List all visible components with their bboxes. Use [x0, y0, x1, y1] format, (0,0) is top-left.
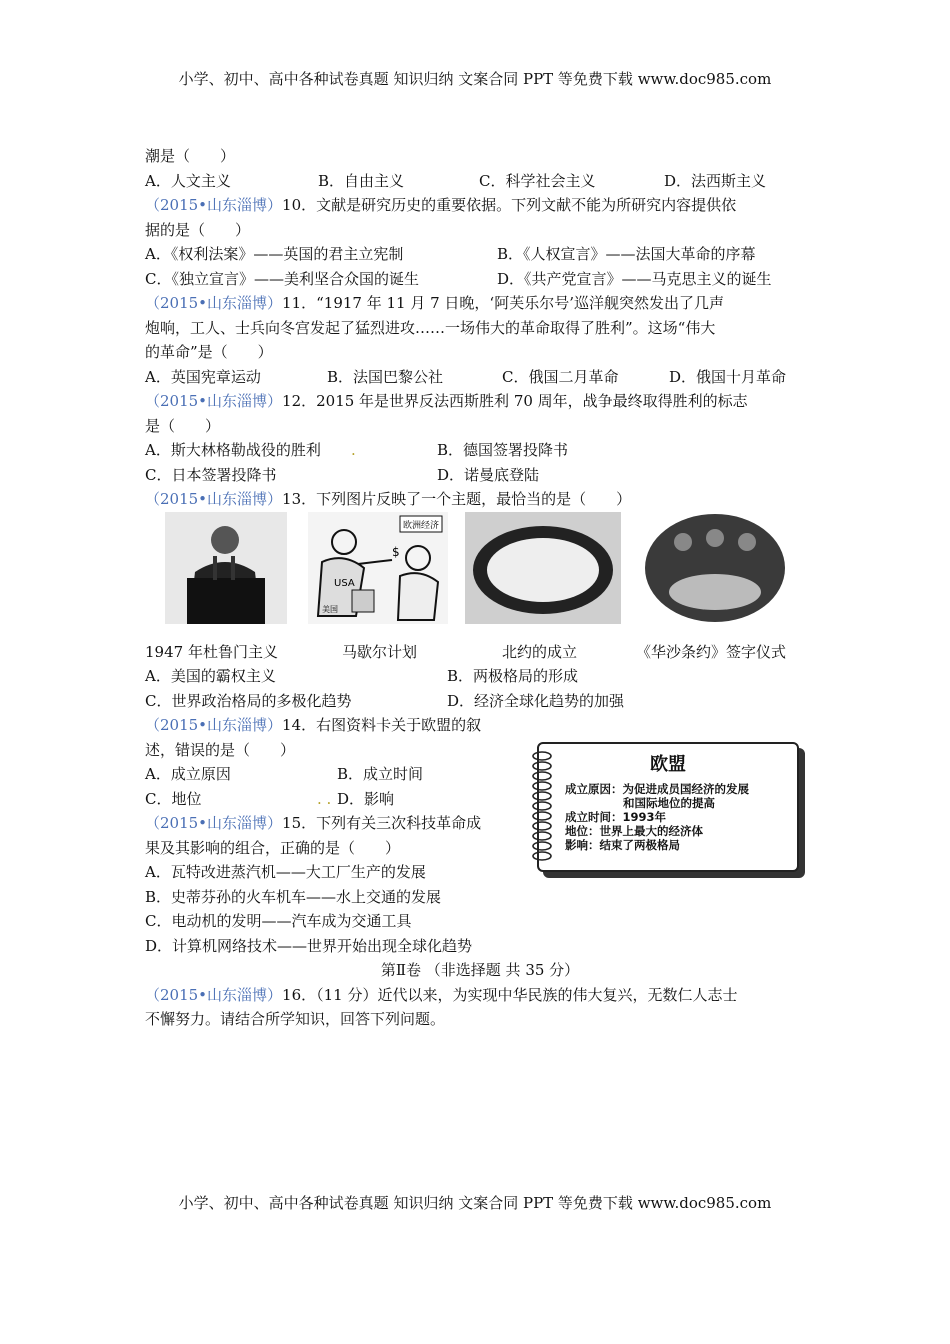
q12-option-c: C．日本签署投降书 [145, 465, 277, 484]
q14-stem [145, 713, 815, 738]
q14-line2: 述，错误的是（ ） [145, 740, 296, 759]
q10-option-d: D．《共产党宣言》——马克思主义的诞生 [497, 269, 772, 288]
q12-option-d: D．诺曼底登陆 [437, 465, 540, 484]
q15-tag: （2015•山东淄博） [145, 814, 283, 832]
eu-card-row-reason: 成立原因：为促进成员国经济的发展 [565, 782, 749, 796]
q14-option-b: B．成立时间 [337, 765, 424, 783]
q9-option-a: A．人文主义 [145, 171, 231, 190]
q14-option-d: D．影响 [337, 789, 395, 808]
q11-line3: 的革命”是（ ） [145, 343, 273, 361]
q13-option-a: A．美国的霸权主义 [145, 667, 276, 685]
q11-line1: 11．“1917 年 11 月 7 日晚，‘阿芙乐尔号’巡洋舰突然发出了几声 [282, 294, 724, 312]
q13-option-b: B．两极格局的形成 [447, 667, 579, 685]
q13-option-d: D．经济全球化趋势的加强 [447, 691, 625, 710]
q10-tag: （2015•山东淄博） [145, 196, 283, 214]
page-header: 小学、初中、高中各种试卷真题 知识归纳 文案合同 PPT 等免费下载 www.doc985.com [178, 70, 772, 88]
q13-stem [145, 487, 815, 512]
nato-meeting-photo [465, 512, 621, 624]
q11-options [145, 365, 815, 390]
q12-stem [145, 389, 815, 414]
eu-card-row-reason-cont: 和国际地位的提高 [623, 796, 715, 810]
q14-option-a: A．成立原因 [145, 765, 231, 783]
eu-card-row-impact: 影响：结束了两极格局 [565, 838, 680, 852]
q11-option-d: D．俄国十月革命 [669, 367, 787, 386]
eu-card-row-status: 地位：世界上最大的经济体 [565, 824, 703, 838]
q16-stem [145, 983, 815, 1008]
q9-option-b: B．自由主义 [318, 171, 405, 190]
q10-option-b: B．《人权宣言》——法国大革命的序幕 [497, 245, 756, 263]
q13-line1: 13．下列图片反映了一个主题，最恰当的是（ ） [282, 490, 632, 508]
q16-tag: （2015•山东淄博） [145, 985, 283, 1004]
q14-tag: （2015•山东淄博） [145, 716, 283, 734]
eu-card-row-time: 成立时间：1993年 [565, 810, 667, 824]
warsaw-pact-photo [643, 512, 787, 624]
cartoon-label-dollar: $ [392, 544, 400, 559]
q12-options-ab: A．斯大林格勒战役的胜利 . B．德国签署投降书 [145, 438, 815, 463]
q12-line1: 12．2015 年是世界反法西斯胜利 70 周年，战争最终取得胜利的标志 [282, 392, 748, 410]
q13-image-row [145, 512, 815, 640]
q10-options-cd [145, 267, 815, 292]
q15-line1: 15．下列有关三次科技革命成 [282, 814, 482, 832]
q14-line1: 14．右图资料卡关于欧盟的叙 [282, 716, 482, 734]
q11-stem [145, 291, 815, 316]
q12-option-b: B．德国签署投降书 [437, 441, 569, 459]
q9-tail: 潮是（ ） [145, 147, 236, 165]
q13-options-ab [145, 664, 815, 689]
q13-options-cd [145, 689, 815, 714]
cartoon-label-america: 美国 [322, 604, 338, 614]
section-2-title: 第Ⅱ卷 （非选择题 共 35 分） [380, 961, 580, 979]
q12-options-cd [145, 463, 815, 488]
cartoon-label-usa: USA [334, 577, 355, 589]
marshall-plan-cartoon [308, 512, 448, 624]
q11-line2: 炮响，工人、士兵向冬宫发起了猛烈进攻……一场伟大的革命取得了胜利”。这场“伟大 [145, 318, 716, 337]
q9-option-c: C．科学社会主义 [479, 171, 596, 190]
q11-option-a: A．英国宪章运动 [145, 367, 261, 386]
q10-line1: 10．文献是研究历史的重要依据。下列文献不能为所研究内容提供依 [282, 196, 737, 214]
q13-captions [145, 640, 815, 665]
q10-options-ab [145, 242, 815, 267]
q12-line2: 是（ ） [145, 416, 221, 435]
q9-option-d: D．法西斯主义 [664, 171, 767, 190]
q15-option-d: D．计算机网络技术——世界开始出现全球化趋势 [145, 936, 473, 955]
eu-card-title: 欧盟 [650, 754, 686, 775]
q11-tag: （2015•山东淄博） [145, 294, 283, 312]
q12-option-a: A．斯大林格勒战役的胜利 [145, 441, 321, 459]
q10-option-c: C．《独立宣言》——美利坚合众国的诞生 [145, 269, 419, 288]
q13-caption-2: 马歇尔计划 [342, 642, 418, 661]
q10-stem [145, 193, 815, 218]
q16-line1: 16．（11 分）近代以来，为实现中华民族的伟大复兴，无数仁人志士 [282, 985, 738, 1004]
q15-line2: 果及其影响的组合，正确的是（ ） [145, 838, 401, 857]
q15-option-b: B．史蒂芬孙的火车机车——水上交通的发展 [145, 887, 442, 906]
exam-content [145, 144, 815, 1032]
q11-option-b: B．法国巴黎公社 [327, 367, 444, 386]
q13-caption-3: 北约的成立 [502, 642, 578, 661]
q14-option-c: C．地位 [145, 789, 202, 808]
page-footer: 小学、初中、高中各种试卷真题 知识归纳 文案合同 PPT 等免费下载 www.doc985.com [178, 1194, 772, 1212]
q11-option-c: C．俄国二月革命 [502, 367, 619, 386]
eu-card-rows [565, 782, 749, 852]
eu-data-card [537, 742, 799, 872]
q13-option-c: C．世界政治格局的多极化趋势 [145, 691, 352, 710]
q14-options-cd: C．地位 . . D．影响 [145, 787, 815, 812]
q15-option-c: C．电动机的发明——汽车成为交通工具 [145, 912, 412, 930]
q16-line2: 不懈努力。请结合所学知识，回答下列问题。 [145, 1010, 446, 1028]
cartoon-label-europe: 欧洲经济 [402, 520, 440, 531]
q13-tag: （2015•山东淄博） [145, 490, 283, 508]
q13-caption-4: 《华沙条约》签字仪式 [636, 642, 787, 661]
q12-tag: （2015•山东淄博） [145, 392, 283, 410]
q13-caption-1: 1947 年杜鲁门主义 [145, 642, 278, 661]
q10-option-a: A．《权利法案》——英国的君主立宪制 [145, 245, 404, 263]
truman-photo [165, 512, 287, 624]
q10-line2: 据的是（ ） [145, 220, 251, 239]
q15-option-a: A．瓦特改进蒸汽机——大工厂生产的发展 [145, 863, 426, 881]
q9-options [145, 169, 815, 194]
